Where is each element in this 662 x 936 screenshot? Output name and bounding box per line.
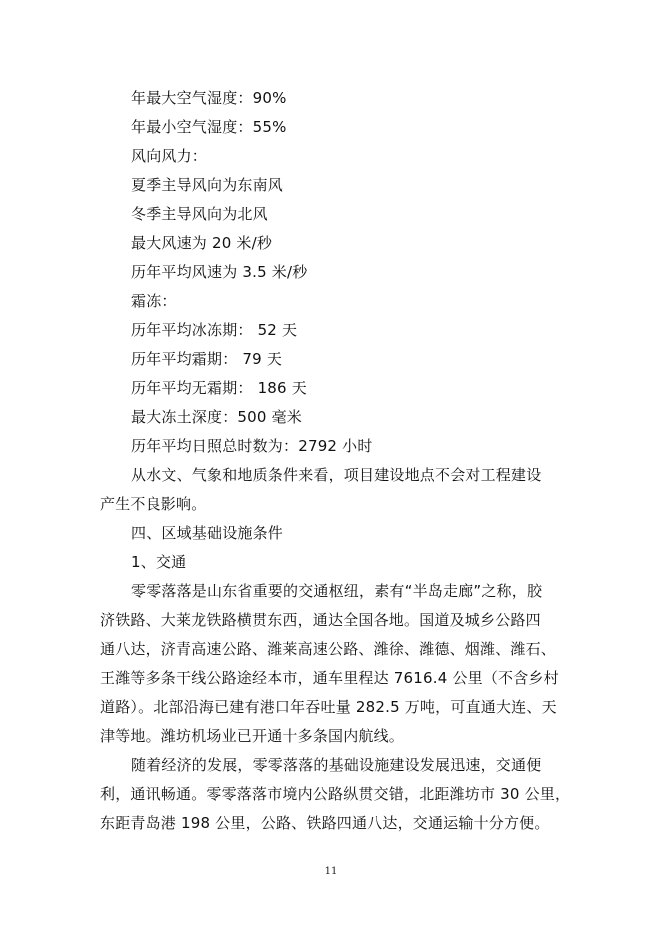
text-line: 随着经济的发展，零零落落的基础设施建设发展迅速，交通便 (131, 756, 542, 774)
text-line: 通八达，济青高速公路、潍莱高速公路、潍徐、潍德、烟潍、潍石、 (100, 640, 557, 658)
text-line: 东距青岛港 198 公里，公路、铁路四通八达，交通运输十分方便。 (100, 814, 550, 832)
page-number: 11 (324, 866, 338, 877)
text-line: 年最大空气湿度：90% (131, 89, 287, 107)
text-line: 济铁路、大莱龙铁路横贯东西，通达全国各地。国道及城乡公路四 (100, 611, 541, 629)
text-line: 利，通讯畅通。零零落落市境内公路纵贯交错，北距潍坊市 30 公里， (100, 785, 571, 803)
text-line: 产生不良影响。 (100, 495, 207, 513)
text-line: 历年平均冰冻期： 52 天 (131, 321, 298, 339)
text-line: 零零落落是山东省重要的交通枢纽，素有“半岛走廊”之称，胶 (131, 582, 543, 600)
text-line: 霜冻： (131, 292, 177, 310)
text-line: 年最小空气湿度：55% (131, 118, 287, 136)
text-line: 最大冻土深度：500 毫米 (131, 408, 302, 426)
text-line: 道路）。北部沿海已建有港口年吞吐量 282.5 万吨，可直通大连、天 (100, 698, 557, 716)
text-line: 历年平均日照总时数为：2792 小时 (131, 437, 373, 455)
text-line: 风向风力： (131, 147, 208, 165)
text-line: 王潍等多条干线公路途经本市，通车里程达 7616.4 公里（不含乡村 (100, 669, 559, 687)
text-line: 最大风速为 20 米/秒 (131, 234, 273, 252)
text-line: 从水文、气象和地质条件来看，项目建设地点不会对工程建设 (131, 466, 542, 484)
text-line: 历年平均霜期： 79 天 (131, 350, 283, 368)
text-line: 历年平均无霜期： 186 天 (131, 379, 307, 397)
text-line: 津等地。潍坊机场业已开通十多条国内航线。 (100, 727, 405, 745)
text-line: 夏季主导风向为东南风 (131, 176, 284, 194)
section-heading: 四、区域基础设施条件 (131, 524, 284, 542)
text-line: 冬季主导风向为北风 (131, 205, 268, 223)
subsection-heading: 1、交通 (131, 553, 187, 571)
text-line: 历年平均风速为 3.5 米/秒 (131, 263, 308, 281)
